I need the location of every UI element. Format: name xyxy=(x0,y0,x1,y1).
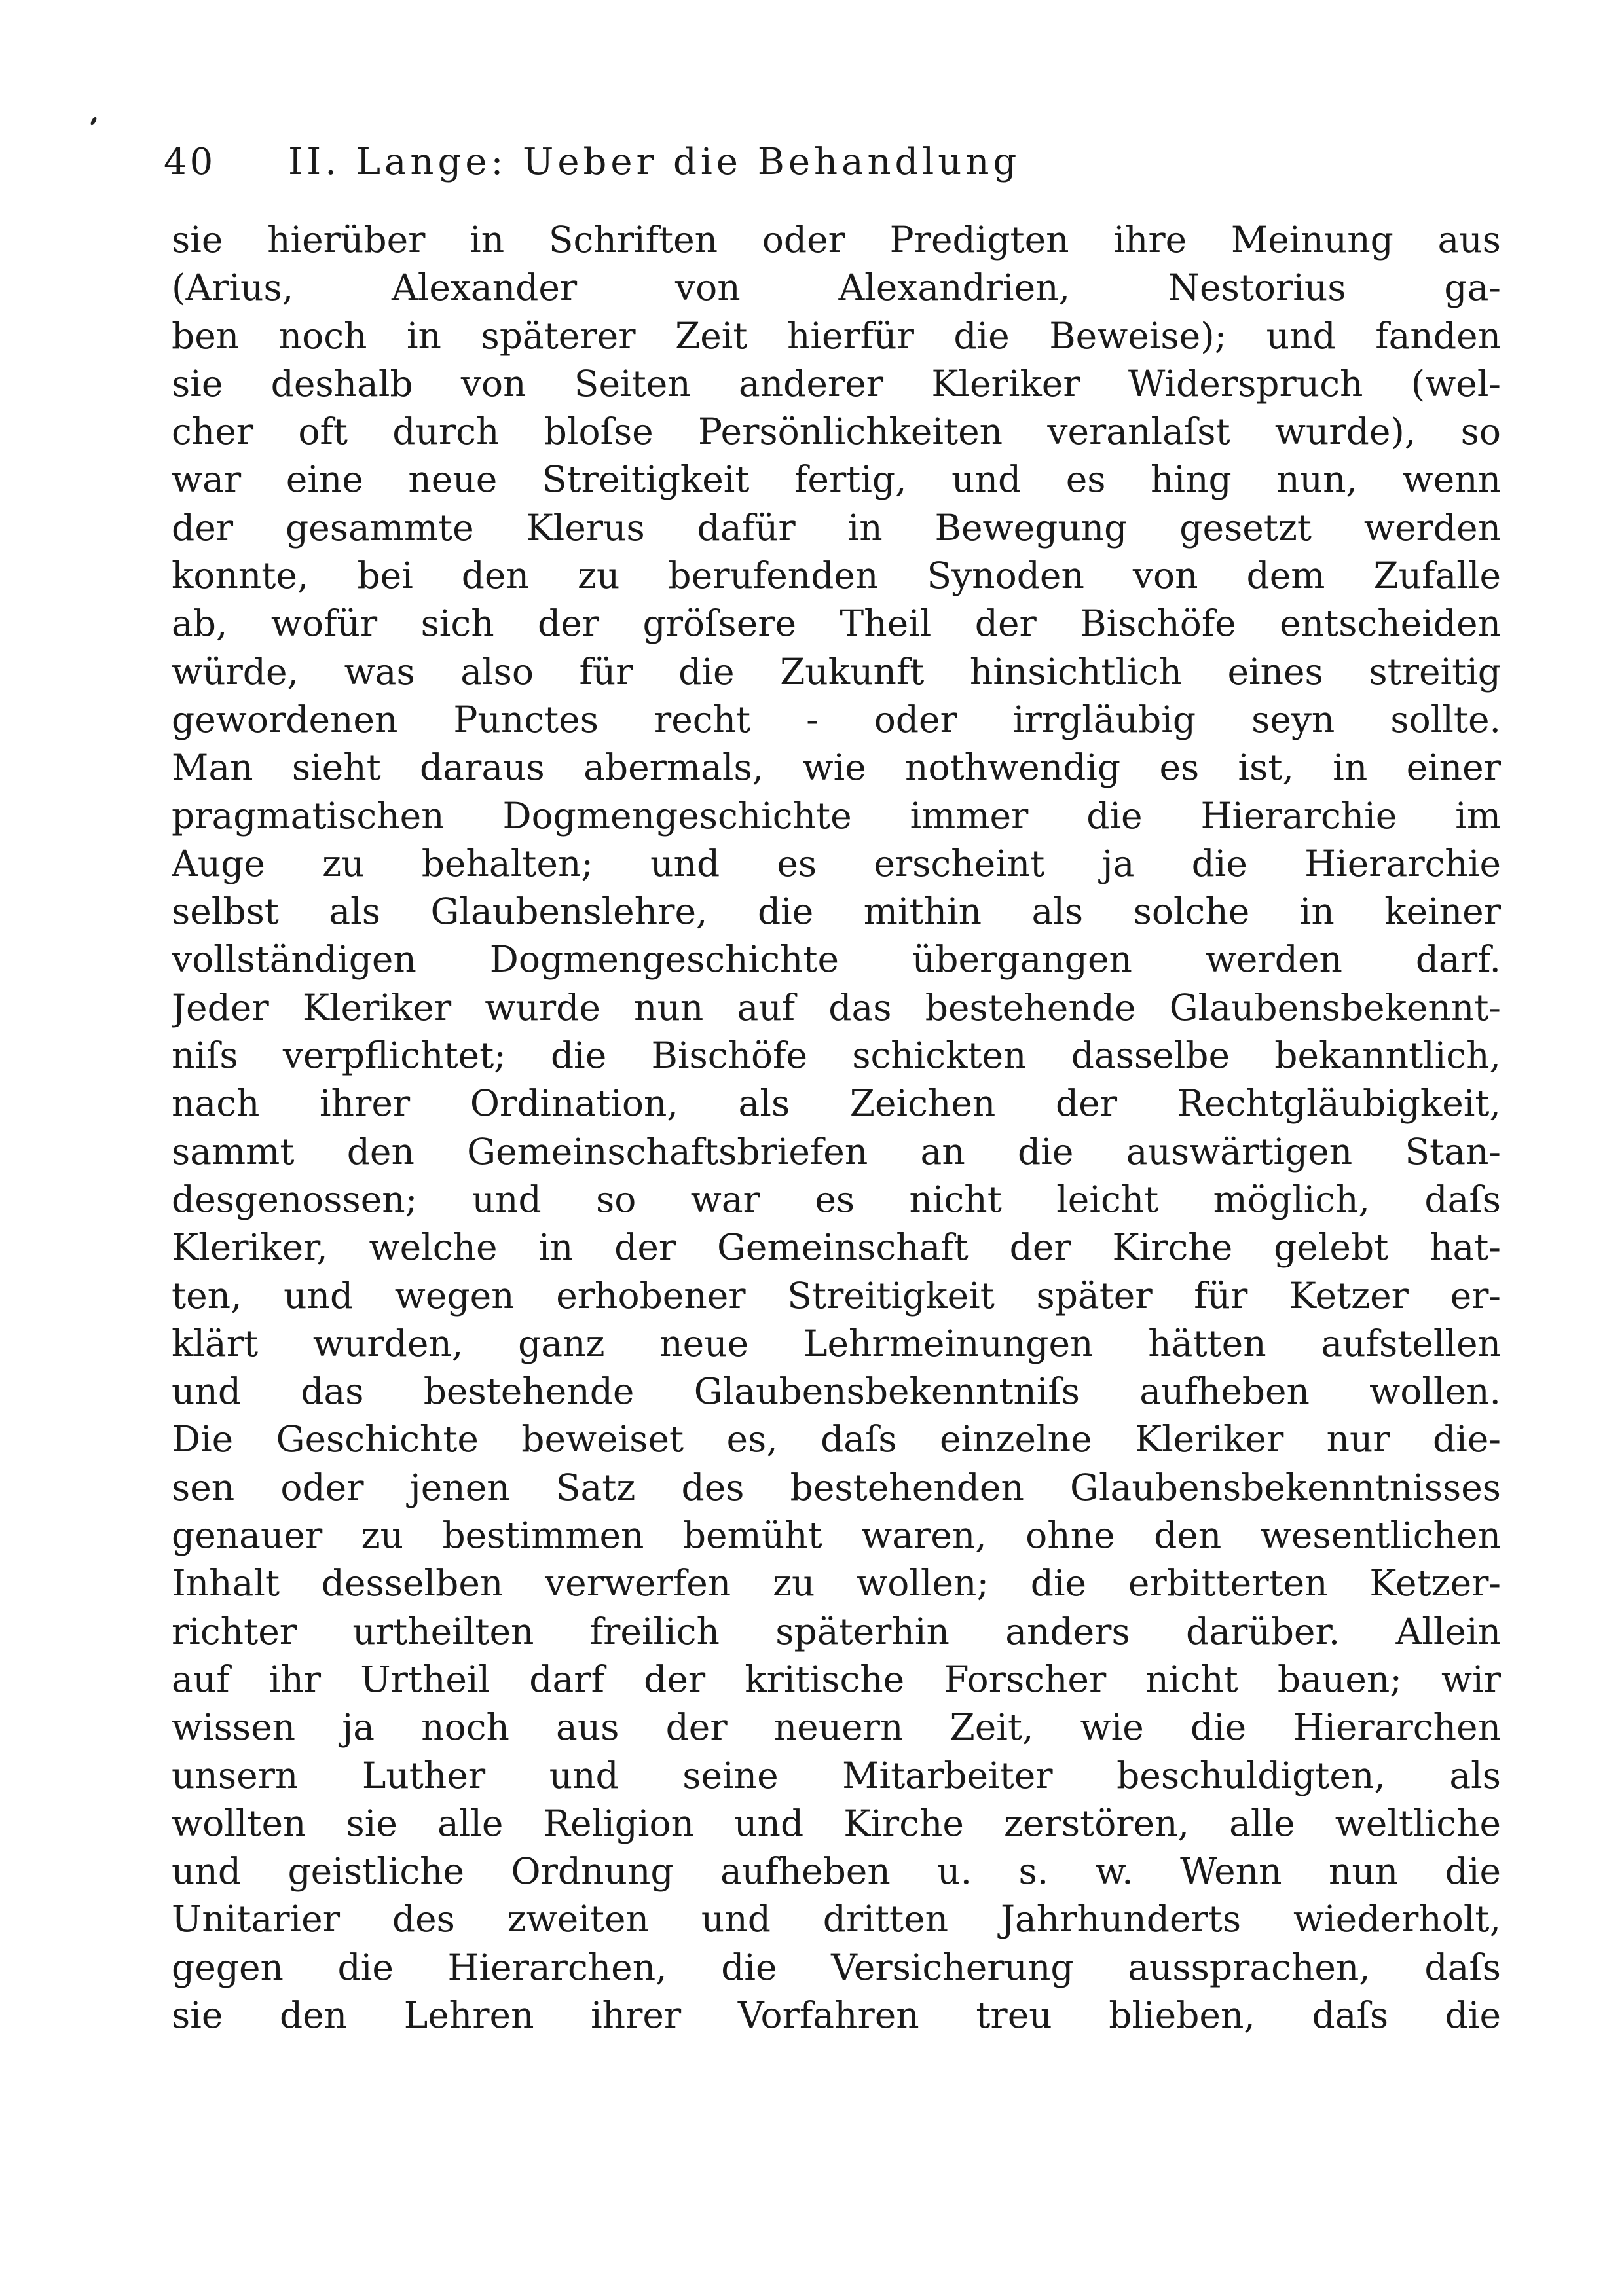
text-line: wollten sie alle Religion und Kirche zerstören, alle weltliche xyxy=(172,1802,1501,1844)
text-line: ab, wofür sich der gröſsere Theil der Bischöfe entscheiden xyxy=(172,602,1501,645)
text-line: Inhalt desselben verwerfen zu wollen; die erbitterten Ketzer- xyxy=(172,1562,1501,1605)
text-line: richter urtheilten freilich späterhin anders darüber. Allein xyxy=(172,1610,1501,1652)
text-line: desgenossen; und so war es nicht leicht möglich, daſs xyxy=(172,1178,1501,1220)
text-line: gewordenen Punctes recht - oder irrgläubig seyn sollte. xyxy=(172,698,1501,740)
text-line: sie deshalb von Seiten anderer Kleriker Widerspruch (wel- xyxy=(172,362,1501,405)
text-line: und geistliche Ordnung aufheben u. s. w. Wenn nun die xyxy=(172,1850,1501,1893)
text-line: Man sieht daraus abermals, wie nothwendig es ist, in einer xyxy=(172,746,1501,789)
text-line: Auge zu behalten; und es erscheint ja die Hierarchie xyxy=(172,842,1501,884)
text-line: pragmatischen Dogmengeschichte immer die Hierarchie im xyxy=(172,794,1501,837)
text-line: sammt den Gemeinschaftsbriefen an die auswärtigen Stan- xyxy=(172,1130,1501,1173)
text-line: ten, und wegen erhobener Streitigkeit später für Ketzer er- xyxy=(172,1274,1501,1317)
text-line: war eine neue Streitigkeit fertig, und es hing nun, wenn xyxy=(172,458,1501,501)
text-line: Die Geschichte beweiset es, daſs einzelne Kleriker nur die- xyxy=(172,1418,1501,1461)
text-line: vollständigen Dogmengeschichte übergangen werden darf. xyxy=(172,938,1501,981)
text-line: und das bestehende Glaubensbekenntniſs aufheben wollen. xyxy=(172,1370,1501,1413)
text-line: ben noch in späterer Zeit hierfür die Beweise); und fanden xyxy=(172,314,1501,357)
text-line: genauer zu bestimmen bemüht waren, ohne den wesentlichen xyxy=(172,1514,1501,1557)
text-line: unsern Luther und seine Mitarbeiter beschuldigten, als xyxy=(172,1754,1501,1796)
text-line: Unitarier des zweiten und dritten Jahrhunderts wiederholt, xyxy=(172,1898,1501,1941)
text-line: Jeder Kleriker wurde nun auf das bestehende Glaubensbekennt- xyxy=(172,986,1501,1029)
text-line: konnte, bei den zu berufenden Synoden von dem Zufalle xyxy=(172,555,1501,597)
text-line: gegen die Hierarchen, die Versicherung aussprachen, daſs xyxy=(172,1946,1501,1988)
text-line: würde, was also für die Zukunft hinsichtlich eines streitig xyxy=(172,650,1501,693)
running-title: II. Lange: Ueber die Behandlung xyxy=(288,141,1021,183)
text-line: (Arius, Alexander von Alexandrien, Nestorius ga- xyxy=(172,266,1501,309)
page-number: 40 xyxy=(164,141,216,183)
running-head xyxy=(164,141,1290,200)
text-line: sen oder jenen Satz des bestehenden Glaubensbekenntnisses xyxy=(172,1466,1501,1508)
text-line: der gesammte Klerus dafür in Bewegung gesetzt werden xyxy=(172,506,1501,549)
text-line: nach ihrer Ordination, als Zeichen der Rechtgläubigkeit, xyxy=(172,1082,1501,1125)
text-line: sie hierüber in Schriften oder Predigten ihre Meinung aus xyxy=(172,219,1501,261)
text-line: wissen ja noch aus der neuern Zeit, wie die Hierarchen xyxy=(172,1706,1501,1749)
text-line: niſs verpflichtet; die Bischöfe schickten dasselbe bekanntlich, xyxy=(172,1034,1501,1077)
text-line: klärt wurden, ganz neue Lehrmeinungen hätten aufstellen xyxy=(172,1322,1501,1364)
text-line: selbst als Glaubenslehre, die mithin als solche in keiner xyxy=(172,890,1501,933)
text-line: cher oft durch bloſse Persönlichkeiten veranlaſst wurde), so xyxy=(172,410,1501,453)
text-line: auf ihr Urtheil darf der kritische Forscher nicht bauen; wir xyxy=(172,1658,1501,1700)
text-line: Kleriker, welche in der Gemeinschaft der Kirche gelebt hat- xyxy=(172,1226,1501,1269)
text-line: sie den Lehren ihrer Vorfahren treu blieben, daſs die xyxy=(172,1994,1501,2036)
body-text xyxy=(172,216,1501,2039)
ink-speck xyxy=(90,116,98,126)
